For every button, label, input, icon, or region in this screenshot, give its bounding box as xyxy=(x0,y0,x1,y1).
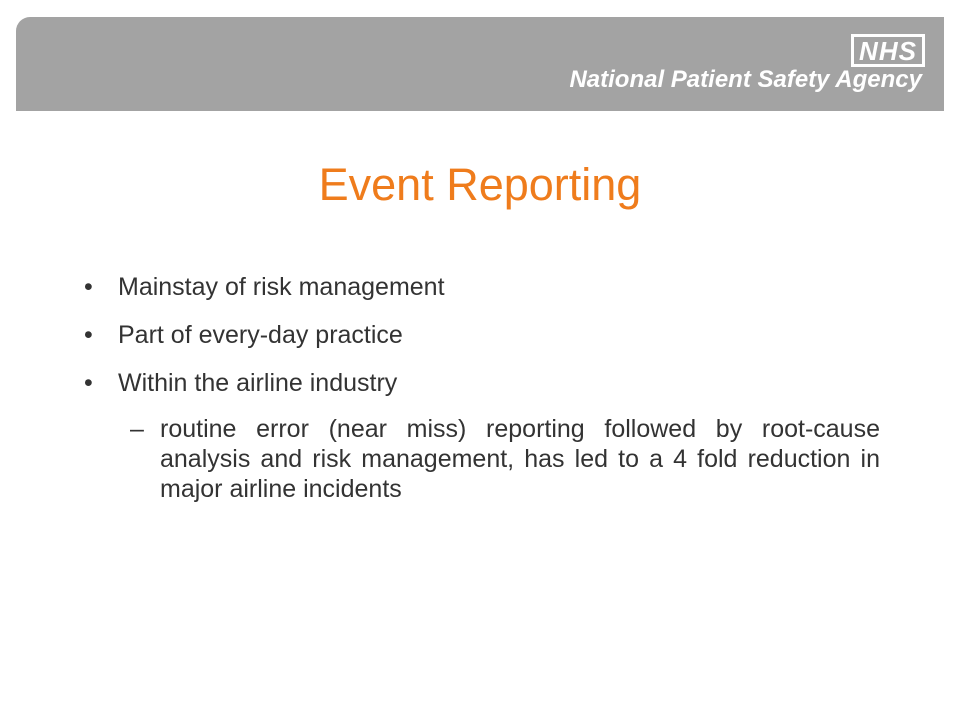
slide-title: Event Reporting xyxy=(318,159,642,210)
bullet-text: Part of every-day practice xyxy=(118,321,403,349)
header-band xyxy=(16,17,944,111)
sub-bullet-item xyxy=(130,414,880,504)
sub-bullet-marker: – xyxy=(130,415,144,443)
bullet-text: Within the airline industry xyxy=(118,369,398,397)
bullet-item xyxy=(84,368,880,398)
slide-content xyxy=(84,272,880,504)
bullet-item xyxy=(84,272,880,302)
bullet-marker: • xyxy=(84,273,93,301)
bullet-marker: • xyxy=(84,369,93,397)
sub-bullet-text: routine error (near miss) reporting followed by root-cause analysis and risk management, has led to a 4 fold reduction in major airline incidents xyxy=(160,415,880,503)
nhs-logo xyxy=(851,34,925,67)
bullet-text: Mainstay of risk management xyxy=(118,273,445,301)
bullet-item xyxy=(84,320,880,350)
bullet-marker: • xyxy=(84,321,93,349)
agency-name: National Patient Safety Agency xyxy=(569,66,922,93)
nhs-logo-text: NHS xyxy=(859,35,917,66)
